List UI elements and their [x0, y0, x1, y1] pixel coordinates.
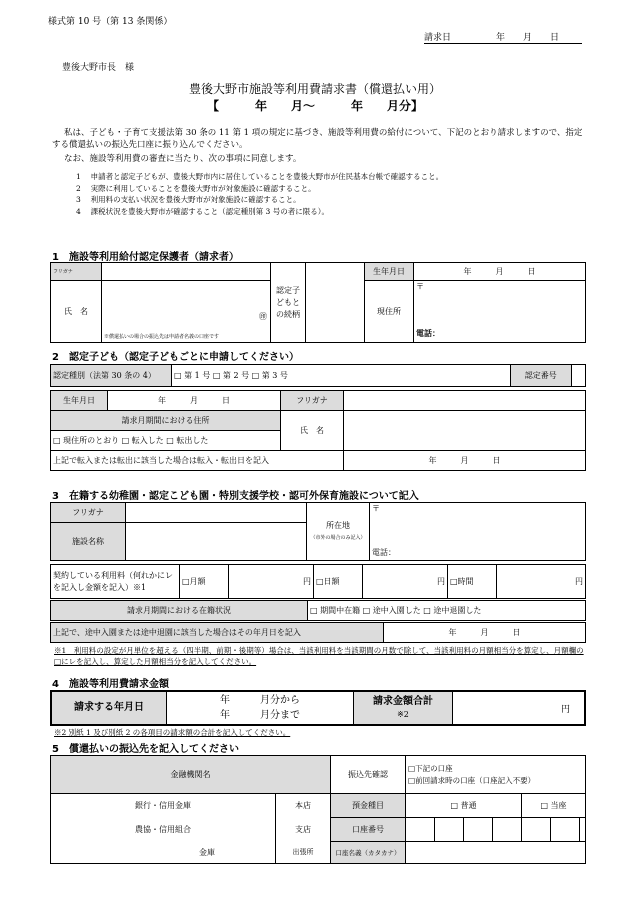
facility-phone-label: 電話： — [372, 548, 396, 557]
account-digit[interactable] — [464, 818, 493, 842]
child-furigana-input[interactable] — [344, 391, 586, 411]
child-birth-label: 生年月日 — [51, 391, 108, 411]
cert-type-options[interactable]: □ 第 1 号 □ 第 2 号 □ 第 3 号 — [172, 365, 511, 387]
address-input[interactable] — [414, 281, 586, 343]
furigana-label: フリガナ — [51, 263, 102, 281]
branch-type-3[interactable]: 出張所 — [276, 842, 331, 864]
note-2: ※2 別紙 1 及び別紙 2 の各項目の請求額の合計を記入してください。 — [54, 728, 291, 737]
addressee: 豊後大野市長 様 — [62, 63, 135, 73]
move-date-input[interactable]: 年 月 日 — [344, 451, 586, 471]
fee-table — [50, 564, 586, 599]
facility-furigana-input[interactable] — [126, 503, 307, 523]
consent-item — [76, 183, 596, 195]
intro-paragraph: 私は、子ども・子育て支援法第 30 条の 11 第 1 項の規定に基づき、施設等利用費の給付について、下記のとおり請求しますので、指定する償還払いの振込先口座に振り込んでください。 — [52, 128, 583, 150]
addr-options[interactable]: □ 現住所のとおり □ 転入した □ 転出した — [51, 431, 281, 451]
mid-date-input[interactable]: 年 月 日 — [384, 623, 586, 643]
fee-month-option[interactable]: □月額 — [180, 565, 229, 599]
item-number: 2 — [76, 183, 81, 193]
child-table — [50, 364, 586, 387]
account-digit[interactable] — [551, 818, 580, 842]
account-digit[interactable] — [522, 818, 551, 842]
birth-input[interactable]: 年 月 日 — [414, 263, 586, 281]
location-label — [307, 503, 370, 561]
section-5-heading: 5 償還払いの振込先を記入してください — [52, 744, 239, 755]
child-birth-input[interactable]: 年 月 日 — [108, 391, 281, 411]
status-options[interactable]: □ 期間中在籍 □ 途中入園した □ 途中退園した — [308, 601, 586, 621]
seal-icon: ㊞ — [259, 312, 267, 321]
cert-type-label: 認定種別（法第 30 条の 4） — [51, 365, 172, 387]
item-text: 申請者と認定子どもが、豊後大野市内に居住していることを豊後大野市が住民基本台帳で確認すること。 — [90, 172, 444, 181]
child-table-2 — [50, 390, 586, 471]
guardian-furigana-input[interactable] — [102, 263, 271, 281]
location-input[interactable] — [370, 503, 586, 561]
deposit-current[interactable]: □ 当座 — [522, 794, 586, 818]
total-label: 請求金額合計 — [373, 696, 433, 707]
total-amount-input[interactable]: 円 — [453, 691, 586, 725]
section-4-heading: 4 施設等利用費請求金額 — [52, 679, 169, 690]
account-no-label: 口座番号 — [331, 818, 406, 842]
form-title: 豊後大野市施設等利用費請求書（償還払い用） — [188, 82, 441, 96]
guardian-name-input[interactable] — [102, 281, 271, 343]
claim-period-label: 請求する年月日 — [51, 691, 167, 725]
relation-input[interactable] — [306, 263, 365, 343]
cert-no-label: 認定番号 — [510, 365, 571, 387]
form-number: 様式第 10 号（第 13 条関係） — [48, 17, 173, 27]
item-text: 課税状況を豊後大野市が確認すること（認定種別第 3 号の者に限る）。 — [90, 206, 329, 216]
fee-hour-option[interactable]: □時間 — [448, 565, 497, 599]
consent-item — [76, 194, 596, 206]
fee-day-option[interactable]: □日額 — [314, 565, 363, 599]
postal-mark: 〒 — [372, 504, 380, 513]
child-name-label: 氏 名 — [281, 411, 344, 451]
fee-month-yen[interactable]: 円 — [229, 565, 314, 599]
total-label-cell — [354, 691, 453, 725]
consent-paragraph: なお、施設等利用費の審査に当たり、次の事項に同意します。 — [64, 154, 302, 164]
facility-furigana-label: フリガナ — [51, 503, 126, 523]
mid-table — [50, 622, 586, 643]
move-date-label: 上記で転入または転出に該当した場合は転入・転出日を記入 — [51, 451, 344, 471]
item-number: 3 — [76, 195, 81, 204]
section-2-heading: 2 認定子ども（認定子どもごとに申請してください） — [52, 352, 299, 363]
consent-list — [76, 171, 596, 217]
item-text: 実際に利用していることを豊後大野市が対象施設に確認すること。 — [90, 183, 316, 193]
transfer-check-label: 振込先確認 — [331, 756, 406, 794]
account-holder-label: 口座名義（カタカナ） — [331, 842, 406, 864]
claim-to: 年 月分まで — [220, 710, 300, 721]
facility-name-label: 施設名称 — [51, 523, 126, 561]
transfer-option-below[interactable]: □下記の口座 — [408, 763, 453, 773]
facility-name-input[interactable] — [126, 523, 307, 561]
account-digit[interactable] — [493, 818, 522, 842]
guardian-table — [50, 262, 586, 343]
birth-label: 生年月日 — [365, 263, 414, 281]
claim-date-field[interactable]: 請求日 年 月 日 — [424, 30, 582, 44]
postal-mark: 〒 — [416, 282, 424, 291]
note-1: ※1 利用料の設定が月単位を超える（四半期、前期・後期等）場合は、当該利用料を当該期間の月数で除して、当該利用料の月額相当分を算定し、月額欄の□にレを記入し、算定した月額相当分を記入してください。 — [54, 646, 584, 666]
branch-type-1[interactable]: 本店 — [276, 794, 331, 818]
fee-hour-yen[interactable]: 円 — [497, 565, 586, 599]
claim-from: 年 月分から — [220, 695, 300, 706]
bank-type-3[interactable]: 金庫 — [51, 842, 276, 864]
account-digit[interactable] — [435, 818, 464, 842]
claim-period[interactable]: 【 年 月～ 年 月分】 — [206, 99, 423, 113]
relation-label: 認定子どもとの続柄 — [271, 263, 306, 343]
section-1-heading: 1 施設等利用給付認定保護者（請求者） — [52, 252, 239, 263]
location-note: （市外の場合のみ記入） — [310, 534, 366, 541]
bank-type-1[interactable]: 銀行・信用金庫 — [51, 794, 276, 818]
bank-table — [50, 755, 586, 864]
transfer-option-previous[interactable]: □前回請求時の口座（口座記入不要） — [408, 775, 536, 785]
account-digit[interactable] — [580, 818, 586, 842]
consent-item — [76, 171, 596, 183]
transfer-check-options[interactable] — [406, 756, 586, 794]
cert-no-input[interactable] — [571, 365, 585, 387]
addr-period-label: 請求月期間における住所 — [51, 411, 281, 431]
bank-name-label: 金融機関名 — [51, 756, 331, 794]
item-number: 1 — [76, 172, 81, 181]
item-text: 利用料の支払い状況を豊後大野市が対象施設に確認すること。 — [90, 195, 301, 204]
facility-table — [50, 502, 586, 561]
status-table — [50, 600, 586, 621]
section-3-heading: 3 在籍する幼稚園・認定こども園・特別支援学校・認可外保育施設について記入 — [52, 491, 419, 502]
mid-date-label: 上記で、途中入園または途中退園に該当した場合はその年月日を記入 — [51, 623, 384, 643]
child-furigana-label: フリガナ — [281, 391, 344, 411]
status-label: 請求月期間における在籍状況 — [51, 601, 308, 621]
account-digit[interactable] — [406, 818, 435, 842]
account-holder-input[interactable] — [406, 842, 586, 864]
payee-note: ※償還払いの場合の振込先は申請者名義の口座です — [104, 334, 220, 340]
deposit-type-label: 預金種目 — [331, 794, 406, 818]
branch-type-2[interactable]: 支店 — [276, 818, 331, 842]
name-label: 氏 名 — [51, 281, 102, 343]
claim-period-input[interactable] — [167, 691, 354, 725]
location-text: 所在地 — [326, 520, 350, 530]
amount-table — [50, 690, 586, 726]
child-name-input[interactable] — [344, 411, 586, 451]
phone-label: 電話： — [416, 328, 440, 338]
total-note-mark: ※2 — [397, 710, 409, 719]
item-number: 4 — [76, 206, 81, 216]
address-label: 現住所 — [365, 281, 414, 343]
deposit-ordinary[interactable]: □ 普通 — [406, 794, 522, 818]
fee-label: 契約している利用料（何れかにレを記入し金額を記入）※1 — [51, 565, 180, 599]
bank-type-2[interactable]: 農協・信用組合 — [51, 818, 276, 842]
fee-day-yen[interactable]: 円 — [363, 565, 448, 599]
consent-item — [76, 206, 596, 218]
